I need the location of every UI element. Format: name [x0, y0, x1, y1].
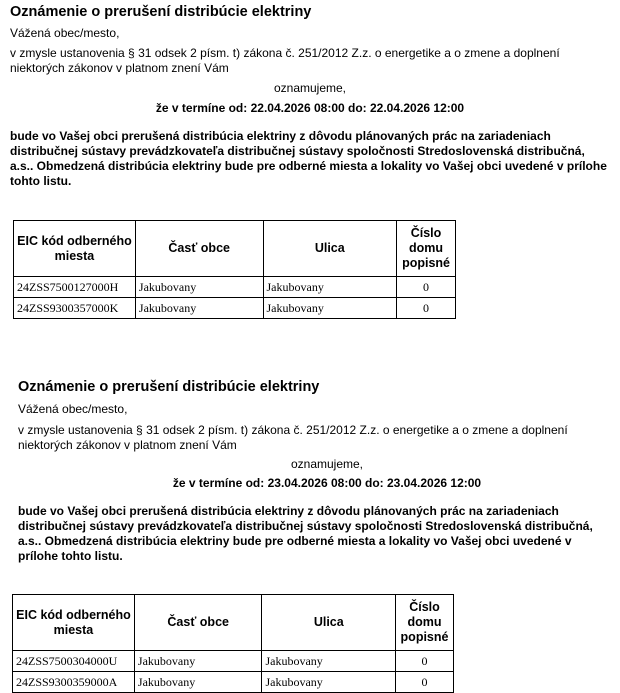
announce-text: oznamujeme, [273, 81, 347, 95]
col-part-header: Časť obce [134, 595, 262, 651]
street-cell: Jakubovany [262, 651, 396, 672]
table-header-row [13, 595, 454, 651]
table-header-row [14, 221, 456, 277]
col-part-header: Časť obce [135, 221, 263, 277]
outage-table [12, 594, 454, 693]
announce-text: oznamujeme, [290, 457, 364, 471]
house-number-cell: 0 [396, 651, 454, 672]
eic-code-cell: 24ZSS7500304000U [13, 651, 135, 672]
part-cell: Jakubovany [134, 672, 262, 693]
col-eic-header: EIC kód odberného miesta [13, 595, 135, 651]
notice-title: Oznámenie o prerušení distribúcie elektriny [18, 379, 320, 395]
eic-code-cell: 24ZSS7500127000H [14, 277, 136, 298]
street-cell: Jakubovany [262, 672, 396, 693]
house-number-cell: 0 [396, 672, 454, 693]
outage-term: že v termíne od: 23.04.2026 08:00 do: 23.04.2026 12:00 [172, 476, 482, 490]
part-cell: Jakubovany [135, 277, 263, 298]
col-house-number-header: Číslo domu popisné [396, 595, 454, 651]
col-house-number-header: Číslo domu popisné [397, 221, 456, 277]
greeting: Vážená obec/mesto, [10, 26, 120, 40]
intro-paragraph: v zmysle ustanovenia § 31 odsek 2 písm. t) zákona č. 251/2012 Z.z. o energetike a o zmene a doplnení niektorých zákonov v platnom znení Vám [10, 46, 560, 75]
part-cell: Jakubovany [134, 651, 262, 672]
table-row [13, 651, 454, 672]
eic-code-cell: 24ZSS9300359000A [13, 672, 135, 693]
outage-body: bude vo Vašej obci prerušená distribúcia elektriny z dôvodu plánovaných prác na zariadeniach distribučnej sústavy prevádzkovateľa distribučnej sústavy spoločnosti Stredoslovenská distribučná, a.s.. Obmedzená distribúcia elektriny bude pre odberné miesta a lokality vo Vašej obci uvedené v prílohe tohto listu. [18, 504, 593, 563]
notice-title: Oznámenie o prerušení distribúcie elektriny [10, 4, 312, 20]
table-row [13, 672, 454, 693]
outage-body: bude vo Vašej obci prerušená distribúcia elektriny z dôvodu plánovaných prác na zariadeniach distribučnej sústavy prevádzkovateľa distribučnej sústavy spoločnosti Stredoslovenská distribučná, a.s.. Obmedzená distribúcia elektriny bude pre odberné miesta a lokality vo Vašej obci uvedené v prílohe tohto listu. [10, 129, 607, 188]
outage-term: že v termíne od: 22.04.2026 08:00 do: 22.04.2026 12:00 [155, 101, 465, 115]
table-row [14, 277, 456, 298]
house-number-cell: 0 [397, 298, 456, 319]
table-row [14, 298, 456, 319]
col-eic-header: EIC kód odberného miesta [14, 221, 136, 277]
outage-table [13, 220, 456, 319]
col-street-header: Ulica [263, 221, 397, 277]
eic-code-cell: 24ZSS9300357000K [14, 298, 136, 319]
col-street-header: Ulica [262, 595, 396, 651]
house-number-cell: 0 [397, 277, 456, 298]
street-cell: Jakubovany [263, 277, 397, 298]
part-cell: Jakubovany [135, 298, 263, 319]
greeting: Vážená obec/mesto, [18, 402, 128, 416]
intro-paragraph: v zmysle ustanovenia § 31 odsek 2 písm. t) zákona č. 251/2012 Z.z. o energetike a o zmene a doplnení niektorých zákonov v platnom znení Vám [18, 423, 568, 452]
street-cell: Jakubovany [263, 298, 397, 319]
